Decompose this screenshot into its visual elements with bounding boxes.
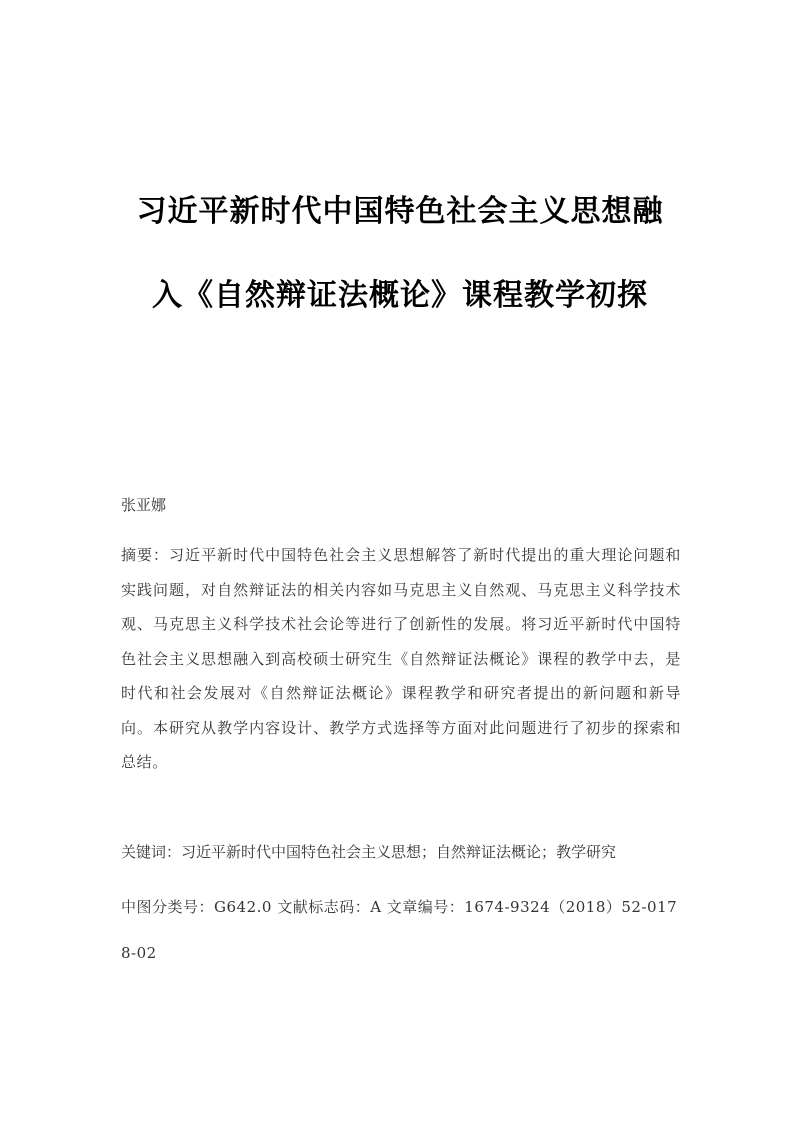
paper-title-line-1: 习近平新时代中国特色社会主义思想融: [136, 194, 664, 229]
paper-title-line-2: 入《自然辩证法概论》课程教学初探: [152, 278, 648, 313]
abstract: [121, 538, 681, 780]
abstract-text: 习近平新时代中国特色社会主义思想解答了新时代提出的重大理论问题和实践问题，对自然辩证法的相关内容如马克思主义自然观、马克思主义科学技术观、马克思主义科学技术社会论等进行了创新性的发展。将习近平新时代中国特色社会主义思想融入到高校硕士研究生《自然辩证法概论》课程的教学中去，是时代和社会发展对《自然辩证法概论》课程教学和研究者提出的新问题和新导向。本研究从教学内容设计、教学方式选择等方面对此问题进行了初步的探索和总结。: [121, 546, 682, 771]
abstract-label: 摘要：: [121, 546, 170, 564]
keywords-label: 关键词：: [121, 843, 182, 861]
keywords: [121, 840, 681, 864]
author-name: 张亚娜: [121, 496, 167, 514]
keywords-text: 习近平新时代中国特色社会主义思想；自然辩证法概论；教学研究: [181, 843, 617, 861]
classification-line: 中图分类号：G642.0 文献标志码：A 文章编号：1674-9324（2018）52-0178-02: [121, 898, 678, 962]
